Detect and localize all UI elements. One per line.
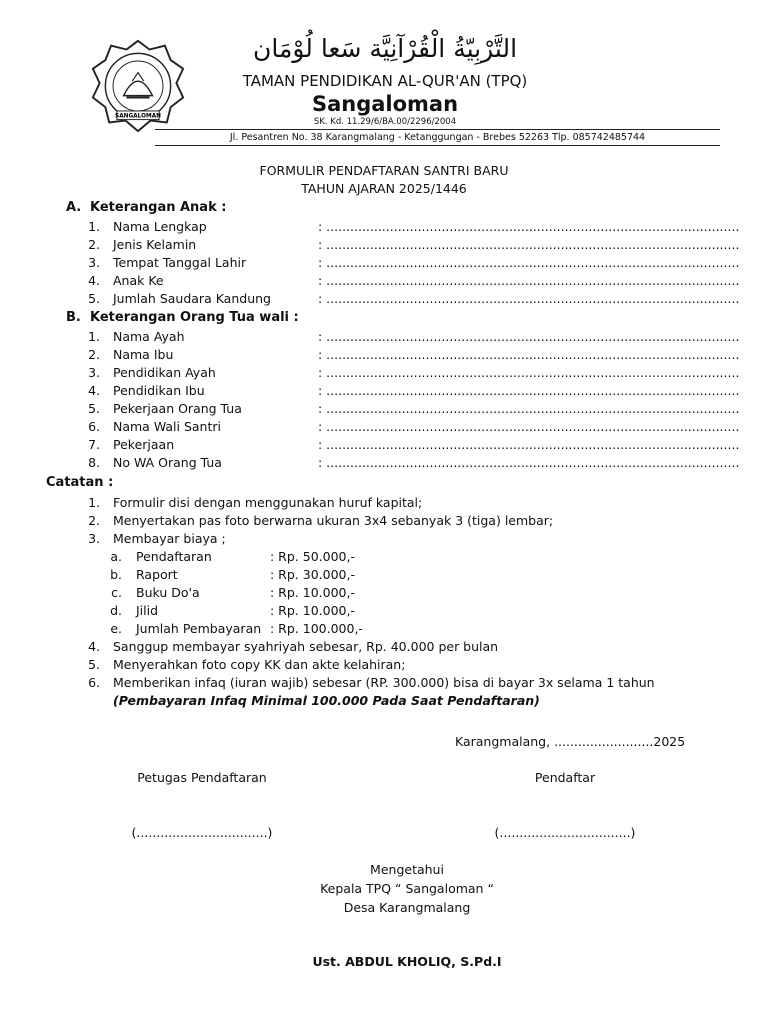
- form-title: FORMULIR PENDAFTARAN SANTRI BARU: [259, 163, 509, 178]
- row-number: 4.: [88, 273, 100, 288]
- note-text: Membayar biaya ;: [113, 531, 226, 546]
- section-a-title: Keterangan Anak :: [90, 200, 227, 215]
- form-row[interactable]: [80, 400, 740, 418]
- fee-label: Jumlah Pembayaran: [136, 621, 262, 636]
- fee-letter: e.: [110, 621, 122, 636]
- fee-label: Buku Do'a: [136, 585, 200, 600]
- logo-text: SANGALOMAN: [115, 113, 161, 120]
- fill-line[interactable]: : ........................................................................................................: [318, 365, 740, 380]
- note-text: Formulir disi dengan menggunakan huruf kapital;: [113, 495, 423, 510]
- section-a-list: [80, 218, 740, 308]
- note-number: 3.: [88, 531, 100, 546]
- note-text: Sanggup membayar syahriyah sebesar, Rp. 40.000 per bulan: [113, 639, 499, 654]
- form-row[interactable]: [80, 436, 740, 454]
- fee-letter: d.: [110, 603, 122, 618]
- row-label: Jumlah Saudara Kandung: [113, 291, 271, 306]
- section-a-letter: A.: [66, 200, 82, 215]
- note-text: Menyerahkan foto copy KK dan akte kelahiran;: [113, 657, 406, 672]
- note-text: Memberikan infaq (iuran wajib) sebesar (RP. 300.000) bisa di bayar 3x selama 1 tahun: [113, 675, 655, 690]
- row-label: Nama Ibu: [113, 347, 174, 362]
- row-label: Jenis Kelamin: [113, 237, 197, 252]
- acknowledged-label: Mengetahui: [370, 862, 444, 877]
- note-item: [80, 638, 740, 656]
- fee-item: [80, 602, 740, 620]
- row-label: Pendidikan Ibu: [113, 383, 205, 398]
- fee-letter: b.: [110, 567, 122, 582]
- fill-line[interactable]: : ........................................................................................................: [318, 329, 740, 344]
- section-b-title: Keterangan Orang Tua wali :: [90, 310, 299, 325]
- form-row[interactable]: [80, 290, 740, 308]
- note-item: [80, 530, 740, 548]
- right-signature-blank[interactable]: (.................................): [494, 825, 636, 840]
- notes-title: Catatan :: [46, 475, 114, 490]
- fee-item: [80, 548, 740, 566]
- fee-letter: c.: [111, 585, 122, 600]
- row-label: Pekerjaan: [113, 437, 175, 452]
- form-row[interactable]: [80, 236, 740, 254]
- note-text: Menyertakan pas foto berwarna ukuran 3x4 sebanyak 3 (tiga) lembar;: [113, 513, 554, 528]
- decree-number: SK. Kd. 11.29/6/BA.00/2296/2004: [313, 117, 457, 127]
- row-number: 2.: [88, 237, 100, 252]
- fill-line[interactable]: : ........................................................................................................: [318, 255, 740, 270]
- note-number: 4.: [88, 639, 100, 654]
- fill-line[interactable]: : ........................................................................................................: [318, 455, 740, 470]
- fill-line[interactable]: : ........................................................................................................: [318, 291, 740, 306]
- school-place: Sangaloman: [311, 92, 459, 116]
- infaq-emphasis: (Pembayaran Infaq Minimal 100.000 Pada Saat Pendaftaran): [113, 693, 540, 708]
- fill-line[interactable]: : ........................................................................................................: [318, 219, 740, 234]
- row-number: 1.: [88, 329, 100, 344]
- row-number: 5.: [88, 401, 100, 416]
- fee-item: [80, 584, 740, 602]
- form-row[interactable]: [80, 346, 740, 364]
- note-item: [80, 512, 740, 530]
- row-number: 7.: [88, 437, 100, 452]
- header-rule-bottom: [155, 145, 720, 146]
- left-signature-blank[interactable]: (.................................): [131, 825, 273, 840]
- fee-item: [80, 620, 740, 638]
- village-name: Desa Karangmalang: [343, 900, 471, 915]
- note-emphasis-row: [80, 692, 740, 710]
- fill-line[interactable]: : ........................................................................................................: [318, 347, 740, 362]
- note-number: 5.: [88, 657, 100, 672]
- row-number: 5.: [88, 291, 100, 306]
- row-label: Nama Lengkap: [113, 219, 207, 234]
- fill-line[interactable]: : ........................................................................................................: [318, 419, 740, 434]
- row-label: Anak Ke: [113, 273, 164, 288]
- row-number: 6.: [88, 419, 100, 434]
- fee-item: [80, 566, 740, 584]
- form-row[interactable]: [80, 272, 740, 290]
- school-address: Jl. Pesantren No. 38 Karangmalang - Ketanggungan - Brebes 52263 Tlp. 085742485744: [229, 132, 646, 143]
- note-item: [80, 674, 740, 692]
- fee-amount: : Rp. 100.000,-: [270, 621, 363, 636]
- fill-line[interactable]: : ........................................................................................................: [318, 273, 740, 288]
- arabic-school-name: التَّرْبِيّةُ الْقُرْآنِيَّة سَعا لُوْمَان: [252, 34, 518, 63]
- notes-list: [80, 494, 740, 710]
- school-logo: [90, 38, 186, 134]
- row-number: 8.: [88, 455, 100, 470]
- fill-line[interactable]: : ........................................................................................................: [318, 437, 740, 452]
- form-row[interactable]: [80, 454, 740, 472]
- section-b-letter: B.: [66, 310, 81, 325]
- form-row[interactable]: [80, 418, 740, 436]
- fee-amount: : Rp. 10.000,-: [270, 585, 355, 600]
- form-row[interactable]: [80, 254, 740, 272]
- fee-amount: : Rp. 30.000,-: [270, 567, 355, 582]
- section-b-list: [80, 328, 740, 472]
- head-title: Kepala TPQ “ Sangaloman “: [320, 881, 494, 896]
- fee-label: Jilid: [136, 603, 159, 618]
- fill-line[interactable]: : ........................................................................................................: [318, 237, 740, 252]
- form-row[interactable]: [80, 382, 740, 400]
- fee-amount: : Rp. 10.000,-: [270, 603, 355, 618]
- head-name: Ust. ABDUL KHOLIQ, S.Pd.I: [312, 954, 502, 969]
- left-signatory-role: Petugas Pendaftaran: [137, 770, 267, 785]
- row-number: 3.: [88, 255, 100, 270]
- fee-amount: : Rp. 50.000,-: [270, 549, 355, 564]
- row-number: 3.: [88, 365, 100, 380]
- row-label: Nama Ayah: [113, 329, 185, 344]
- note-item: [80, 656, 740, 674]
- form-year: TAHUN AJARAN 2025/1446: [301, 181, 467, 196]
- form-row[interactable]: [80, 328, 740, 346]
- row-label: No WA Orang Tua: [113, 455, 222, 470]
- note-number: 1.: [88, 495, 100, 510]
- row-number: 1.: [88, 219, 100, 234]
- row-number: 2.: [88, 347, 100, 362]
- date-line[interactable]: Karangmalang, .........................2025: [455, 734, 686, 749]
- row-label: Nama Wali Santri: [113, 419, 221, 434]
- school-name: TAMAN PENDIDIKAN AL-QUR'AN (TPQ): [242, 72, 528, 90]
- fill-line[interactable]: : ........................................................................................................: [318, 383, 740, 398]
- note-number: 6.: [88, 675, 100, 690]
- row-label: Pendidikan Ayah: [113, 365, 216, 380]
- row-number: 4.: [88, 383, 100, 398]
- fill-line[interactable]: : ........................................................................................................: [318, 401, 740, 416]
- row-label: Pekerjaan Orang Tua: [113, 401, 242, 416]
- form-row[interactable]: [80, 364, 740, 382]
- header-rule-top: [155, 129, 720, 130]
- form-row[interactable]: [80, 218, 740, 236]
- fee-letter: a.: [110, 549, 122, 564]
- right-signatory-role: Pendaftar: [534, 770, 596, 785]
- fee-label: Raport: [136, 567, 178, 582]
- fee-label: Pendaftaran: [136, 549, 212, 564]
- note-number: 2.: [88, 513, 100, 528]
- note-item: [80, 494, 740, 512]
- row-label: Tempat Tanggal Lahir: [113, 255, 247, 270]
